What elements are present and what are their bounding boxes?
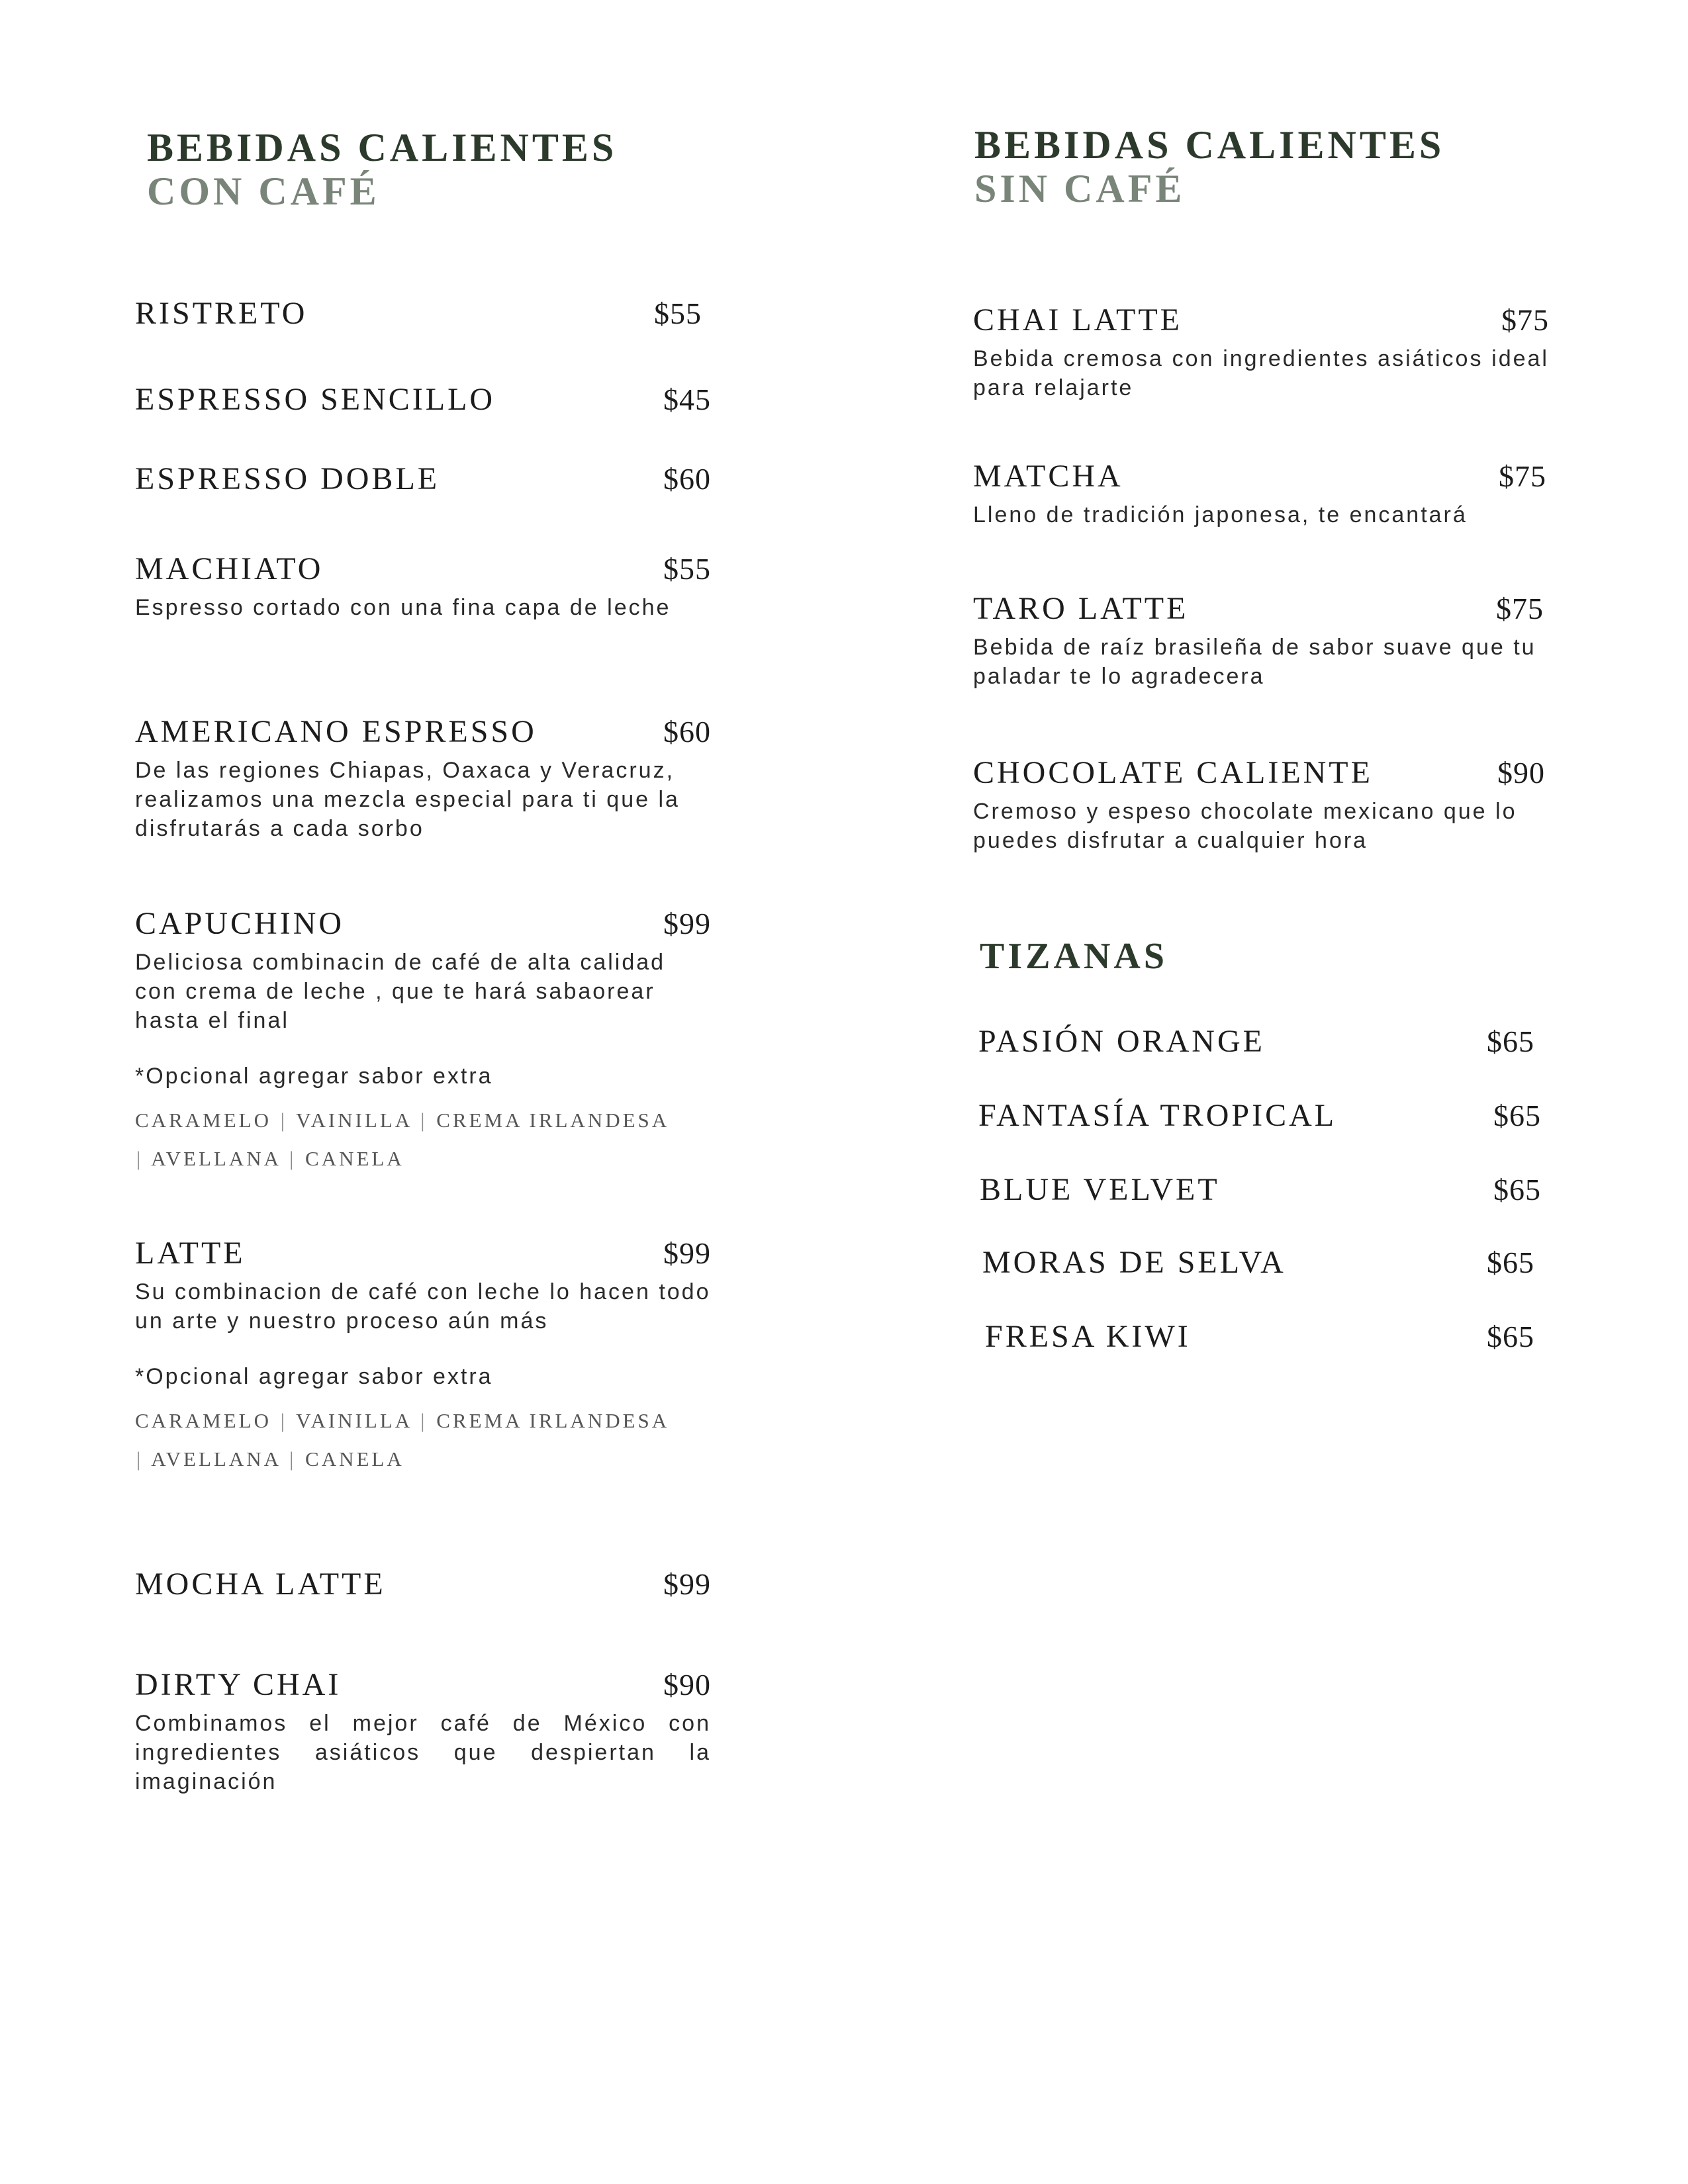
- menu-item-chocolate-caliente: [973, 753, 1549, 855]
- item-name: TARO LATTE: [973, 591, 1189, 626]
- item-description: Espresso cortado con una fina capa de leche: [135, 595, 671, 620]
- item-name: MATCHA: [973, 459, 1123, 494]
- item-price: $65: [1487, 1320, 1534, 1353]
- item-price: $99: [663, 1567, 711, 1601]
- menu-item-moras-de-selva: [982, 1243, 1541, 1285]
- flavor-option: CREMA IRLANDESA: [436, 1409, 670, 1432]
- item-price: $90: [1497, 756, 1545, 790]
- section-heading-sin-cafe: [974, 123, 1444, 210]
- flavor-option: AVELLANA: [151, 1147, 281, 1170]
- flavor-separator: |: [420, 1109, 428, 1132]
- menu-item-capuchino: [135, 904, 711, 1178]
- heading-line-primary: BEBIDAS CALIENTES: [974, 123, 1445, 167]
- flavor-option: VAINILLA: [296, 1409, 412, 1432]
- item-name: ESPRESSO SENCILLO: [135, 382, 496, 417]
- flavor-separator: |: [136, 1447, 144, 1471]
- section-heading-tizanas: TIZANAS: [980, 936, 1168, 977]
- item-name: FANTASÍA TROPICAL: [978, 1098, 1337, 1133]
- item-price: $99: [663, 1236, 711, 1270]
- flavor-option: CREMA IRLANDESA: [436, 1109, 670, 1132]
- flavor-separator: |: [280, 1409, 287, 1432]
- flavor-separator: |: [280, 1109, 287, 1132]
- item-name: CAPUCHINO: [135, 906, 345, 941]
- menu-item-pasion-orange: [978, 1022, 1541, 1064]
- flavor-list: [135, 1101, 711, 1178]
- item-price: $75: [1499, 459, 1546, 493]
- flavor-separator: |: [289, 1147, 297, 1170]
- item-name: LATTE: [135, 1236, 246, 1271]
- item-price: $65: [1487, 1246, 1534, 1279]
- flavor-list: [135, 1402, 711, 1479]
- item-name: BLUE VELVET: [980, 1172, 1220, 1207]
- item-description: Cremoso y espeso chocolate mexicano que lo puedes disfrutar a cualquier hora: [973, 799, 1517, 853]
- flavor-separator: |: [136, 1147, 144, 1170]
- menu-item-latte: [135, 1234, 711, 1479]
- item-name: DIRTY CHAI: [135, 1667, 342, 1702]
- item-name: ESPRESSO DOBLE: [135, 461, 440, 496]
- item-name: FRESA KIWI: [985, 1319, 1191, 1354]
- menu-item-ristreto: [135, 294, 711, 336]
- flavor-separator: |: [289, 1447, 297, 1471]
- item-price: $99: [663, 907, 711, 940]
- flavor-option: CARAMELO: [135, 1109, 271, 1132]
- menu-item-espresso-doble: [135, 459, 711, 502]
- flavor-option: VAINILLA: [296, 1109, 412, 1132]
- item-description: Su combinacion de café con leche lo hacen todo un arte y nuestro proceso aún más: [135, 1279, 711, 1334]
- menu-item-mocha-latte: [135, 1565, 711, 1607]
- item-description: Bebida de raíz brasileña de sabor suave que tu paladar te lo agradecera: [973, 635, 1536, 689]
- item-price: $60: [663, 715, 711, 749]
- item-name: AMERICANO ESPRESSO: [135, 714, 537, 749]
- optional-flavor-note: *Opcional agregar sabor extra: [135, 1064, 493, 1089]
- menu-item-fantasia-tropical: [978, 1096, 1541, 1138]
- menu-item-espresso-sencillo: [135, 380, 711, 422]
- optional-flavor-note: *Opcional agregar sabor extra: [135, 1364, 493, 1389]
- item-price: $75: [1501, 303, 1549, 337]
- section-heading-con-cafe: [147, 126, 617, 213]
- menu-item-dirty-chai: [135, 1665, 711, 1796]
- flavor-option: CANELA: [305, 1147, 404, 1170]
- item-description: Bebida cremosa con ingredientes asiáticos ideal para relajarte: [973, 346, 1549, 400]
- menu-item-fresa-kiwi: [985, 1317, 1541, 1359]
- item-name: MACHIATO: [135, 551, 324, 586]
- item-price: $55: [663, 552, 711, 586]
- menu-item-chai-latte: [973, 300, 1549, 402]
- item-name: CHAI LATTE: [973, 302, 1182, 338]
- flavor-option: CANELA: [305, 1447, 404, 1471]
- item-description: Lleno de tradición japonesa, te encantará: [973, 502, 1468, 527]
- flavor-option: CARAMELO: [135, 1409, 271, 1432]
- item-price: $75: [1496, 592, 1544, 625]
- item-description: Combinamos el mejor café de México con ingredientes asiáticos que despiertan la imaginación: [135, 1711, 711, 1794]
- item-price: $55: [654, 296, 702, 330]
- item-price: $45: [663, 383, 711, 416]
- item-price: $65: [1493, 1173, 1541, 1206]
- heading-line-primary: BEBIDAS CALIENTES: [147, 126, 618, 169]
- menu-item-taro-latte: [973, 589, 1549, 691]
- item-name: RISTRETO: [135, 296, 308, 331]
- item-price: $60: [663, 462, 711, 496]
- flavor-separator: |: [420, 1409, 428, 1432]
- menu-item-machiato: [135, 549, 711, 622]
- flavor-option: AVELLANA: [151, 1447, 281, 1471]
- item-description: Deliciosa combinacin de café de alta calidad con crema de leche , que te hará sabaorear hasta el final: [135, 950, 666, 1033]
- item-name: CHOCOLATE CALIENTE: [973, 755, 1373, 790]
- menu-item-matcha: [973, 457, 1549, 529]
- item-name: MOCHA LATTE: [135, 1567, 386, 1602]
- heading-line-secondary: SIN CAFÉ: [974, 167, 1186, 210]
- menu-item-blue-velvet: [980, 1170, 1541, 1212]
- item-price: $90: [663, 1668, 711, 1702]
- menu-item-americano-espresso: [135, 712, 711, 843]
- item-name: MORAS DE SELVA: [982, 1245, 1286, 1280]
- item-price: $65: [1487, 1024, 1534, 1058]
- item-price: $65: [1493, 1099, 1541, 1132]
- item-name: PASIÓN ORANGE: [978, 1024, 1265, 1059]
- heading-line-secondary: CON CAFÉ: [147, 169, 380, 213]
- item-description: De las regiones Chiapas, Oaxaca y Veracruz, realizamos una mezcla especial para ti que la disfrutarás a cada sorbo: [135, 758, 680, 841]
